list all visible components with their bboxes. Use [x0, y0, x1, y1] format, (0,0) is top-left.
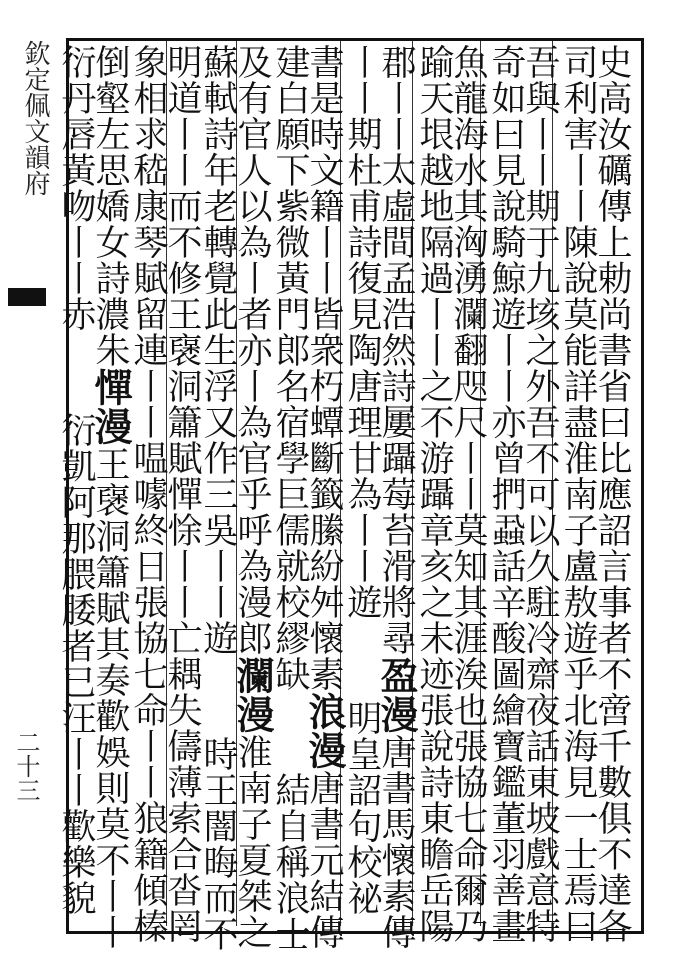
margin-title: 欽定佩文韻府 — [20, 40, 50, 196]
headword-dan-man: 憚漫 — [88, 368, 133, 446]
headword-lan-man: 瀾漫 — [230, 656, 275, 734]
headword-ying-man: 盈漫 — [374, 656, 419, 734]
text-column-6: 踰天垠越地隔過丨丨之不游躡章亥之未迹張說詩東瞻岳陽 — [414, 44, 454, 944]
fish-tail-mark — [8, 288, 46, 306]
text-column-10: 建白願下紫微黃門郎名宿學巨儒就校繆缺結自稱浪士 — [270, 44, 310, 952]
text-column-3: 吾與丨丨期于九垓之外吾不可以久駐冷齋夜話東坡戲意特 — [520, 44, 560, 944]
page-number: 二十三 — [12, 730, 40, 802]
text-column-2: 司利害丨丨陳說莫能詳盡淮南子盧敖遊乎北海見一士焉曰 — [558, 44, 598, 944]
text-column-9: 書是時文籍丨丨皆衆朽蟫斷籤縢紛舛懷素浪漫唐書元結傳 — [302, 44, 347, 950]
text-column-7: 郡丨丨太虛間孟浩然詩屢躡莓苔滑將尋盈漫唐書馬懷素傳 — [374, 44, 419, 950]
text-column-4: 奇如曰見說騎鯨遊丨丨亦曾捫蝨話辛酸圖繪寶鑑董羽善畫 — [486, 44, 526, 944]
text-column-11: 及有官人以為丨者亦丨為官乎呼為漫郎瀾漫淮南子夏桀之 — [230, 44, 275, 950]
headword-lang-man: 浪漫 — [302, 692, 347, 770]
text-column-15: 倒壑左思嬌女詩濃朱憚漫王襃洞簫賦其奏歡娛則莫不丨丨 — [88, 44, 133, 950]
text-column-14: 象相求嵇康琴賦留連丨丨嗢噱終日張協七命丨丨狼籍傾榛 — [128, 44, 168, 944]
text-column-13: 明道丨丨而不修王襃洞簫賦憚悇丨丨亡耦失儔薄索合沓罔 — [162, 44, 202, 944]
text-column-5: 魚龍海水其洶湧瀾翻咫尺丨丨莫知其涯涘也張協七命爾乃 — [448, 44, 488, 944]
text-column-12: 蘇軾詩年老轉覺此生浮又作三吳丨丨遊時王闇晦而不 — [198, 44, 238, 952]
text-column-16: 衍丹唇黃吻丨丨赤衍凱阿那腲腇者已汪丨丨歡樂貌 — [56, 44, 96, 916]
text-column-1: 史高汝礪傳上勅尚書省曰比應詔言事者不啻千數俱不達各 — [592, 44, 632, 944]
text-column-8: 丨丨期杜甫詩復見陶唐理甘為丨丨遊明皇詔句校祕 — [342, 44, 382, 916]
